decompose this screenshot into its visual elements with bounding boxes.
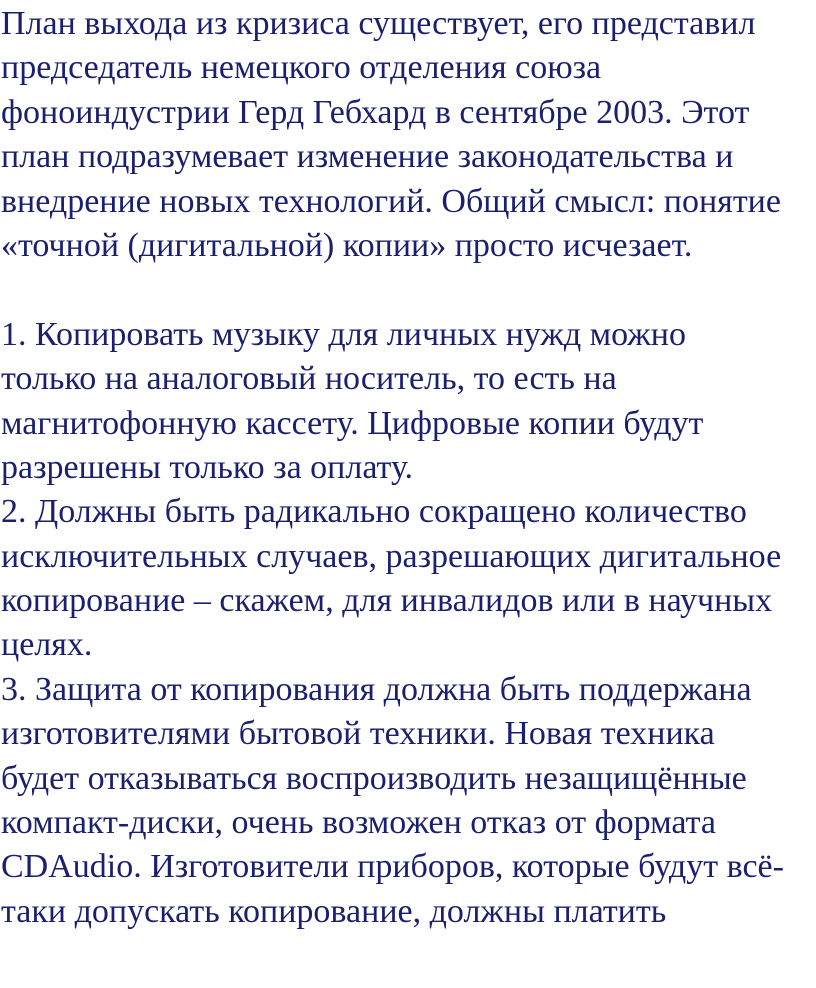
text-line: председатель немецкого отделения союза [1,49,602,87]
text-line: внедрение новых технологий. Общий смысл: понятие [1,182,781,220]
text-line: План выхода из кризиса существует, его представил [1,5,756,42]
list-line: компакт-диски, очень возможен отказ от формата [1,804,716,842]
list-line: 3. Защита от копирования должна быть поддержана [1,670,752,708]
document-body [1,2,816,934]
numbered-list [1,313,816,934]
list-line: CDAudio. Изготовители приборов, которые будут всё- [1,848,784,886]
intro-paragraph [1,2,816,268]
paragraph-spacer [1,268,816,312]
text-line: фоноиндустрии Герд Гебхард в сентябре 2003. Этот [1,93,750,131]
list-line: разрешены только за оплату. [1,448,414,486]
list-line: будет отказываться воспроизводить незащищённые [1,759,747,797]
list-line: таки допускать копирование, должны платить [1,892,667,930]
list-line: копирование – скажем, для инвалидов или в научных [1,582,773,620]
text-line: план подразумевает изменение законодательства и [1,138,734,176]
list-line: 1. Копировать музыку для личных нужд можно [1,315,686,353]
list-line: 2. Должны быть радикально сокращено количество [1,493,747,531]
list-line: целях. [1,626,93,664]
list-line: исключительных случаев, разрешающих дигитальное [1,537,782,575]
list-line: магнитофонную кассету. Цифровые копии будут [1,404,704,442]
text-line: «точной (дигитальной) копии» просто исчезает. [1,226,693,264]
list-line: изготовителями бытовой техники. Новая техника [1,715,715,753]
list-line: только на аналоговый носитель, то есть на [1,360,617,398]
